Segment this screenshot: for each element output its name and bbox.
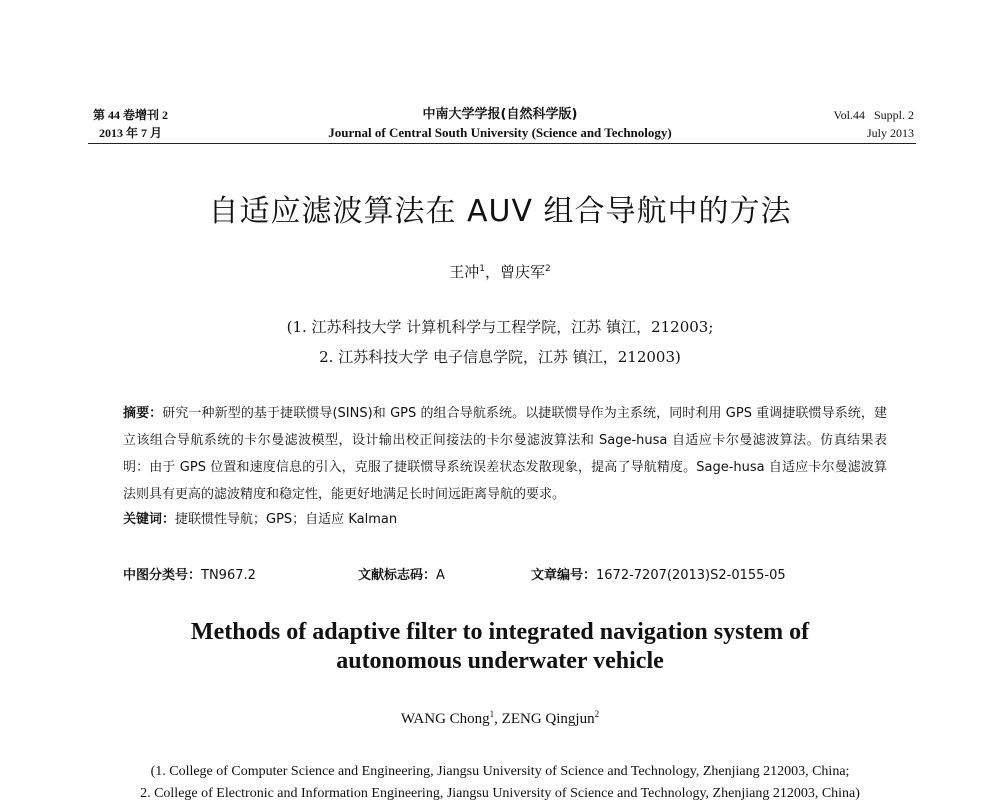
title-cn: 自适应滤波算法在 AUV 组合导航中的方法 xyxy=(208,194,792,229)
author-sup: 1 xyxy=(479,264,485,274)
abstract-label: 摘要： xyxy=(123,406,163,421)
doc-code-value: A xyxy=(436,568,445,583)
keywords-label: 关键词： xyxy=(123,512,176,527)
author-sep: , xyxy=(494,711,502,727)
article-no-value: 1672-7207(2013)S2-0155-05 xyxy=(596,568,786,583)
header-rule xyxy=(88,143,916,144)
article-no-label: 文章编号： xyxy=(531,568,597,583)
clc-value: TN967.2 xyxy=(201,568,256,583)
journal-name-cn: 中南大学学报(自然科学版) xyxy=(422,107,578,122)
clc xyxy=(123,564,256,583)
affiliation-cn-2: 2. 江苏科技大学 电子信息学院，江苏 镇江，212003) xyxy=(319,348,681,366)
author-sup: 2 xyxy=(545,264,551,274)
author-sup: 2 xyxy=(594,709,600,719)
author-name: 王冲 xyxy=(449,263,480,281)
date-en: July 2013 xyxy=(866,126,914,140)
author-name: 曾庆军 xyxy=(500,263,546,281)
affiliation-cn-1: (1. 江苏科技大学 计算机科学与工程学院，江苏 镇江，212003; xyxy=(286,318,714,336)
title-en xyxy=(0,618,1000,676)
affiliation-en-2: 2. College of Electronic and Information Engineering, Jiangsu University of Science and Technology, Zhenjiang 212003, China) xyxy=(140,786,860,801)
header-right xyxy=(834,106,914,142)
affiliation-en-1: (1. College of Computer Science and Engineering, Jiangsu University of Science and Technology, Zhenjiang 212003, China; xyxy=(150,764,850,779)
article-no xyxy=(531,564,786,583)
abstract-text: 研究一种新型的基于捷联惯导(SINS)和 GPS 的组合导航系统。以捷联惯导作为主系统，同时利用 GPS 重调捷联惯导系统，建立该组合导航系统的卡尔曼滤波模型，设计输出校正间接法的卡尔曼滤波算法和 Sage-husa 自适应卡尔曼滤波算法。仿真结果表明：由于 GPS 位置和速度信息的引入，克服了捷联惯导系统误差状态发散现象，提高了导航精度。Sage-husa 自适应卡尔曼滤波算法则具有更高的滤波精度和稳定性，能更好地满足长时间远距离导航的要求。 xyxy=(123,406,887,502)
journal-name-en: Journal of Central South University (Science and Technology) xyxy=(328,125,672,140)
authors-cn xyxy=(0,261,1000,282)
author-sep: ， xyxy=(484,263,500,281)
author-sup: 1 xyxy=(489,709,495,719)
volume-issue-en: Vol.44 Suppl. 2 xyxy=(833,108,914,122)
author-name: ZENG Qingjun xyxy=(501,711,595,727)
author-name: WANG Chong xyxy=(400,711,490,727)
title-en-line2: autonomous underwater vehicle xyxy=(336,648,664,674)
abstract-cn xyxy=(123,400,887,533)
keywords-text: 捷联惯性导航；GPS；自适应 Kalman xyxy=(175,512,398,527)
date-cn: 2013 年 7 月 xyxy=(99,126,163,140)
doc-code xyxy=(358,564,445,583)
authors-en xyxy=(0,709,1000,728)
title-en-line1: Methods of adaptive filter to integrated navigation system of xyxy=(190,619,810,645)
volume-issue-cn: 第 44 卷增刊 2 xyxy=(93,108,169,122)
doc-code-label: 文献标志码： xyxy=(358,568,437,583)
clc-label: 中图分类号： xyxy=(123,568,202,583)
